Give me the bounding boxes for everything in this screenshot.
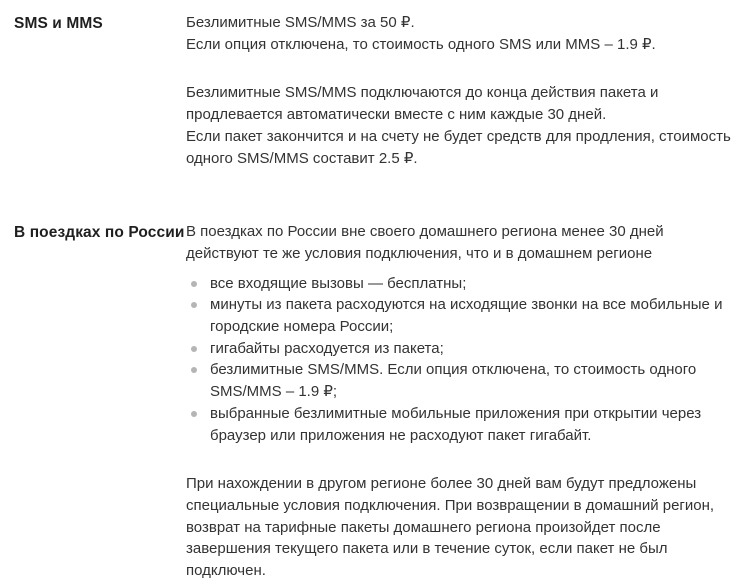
paragraph-travel-long-stay (186, 473, 735, 582)
list-item-text: выбранные безлимитные мобильные приложения при открытии через браузер или приложения не расходуют пакет гигабайт. (210, 404, 702, 444)
section-label-travel-russia: В поездках по России (14, 223, 185, 241)
list-item-text: безлимитные SMS/MMS. Если опция отключена, то стоимость одного SMS/MMS – 1.9 ₽; (210, 361, 697, 401)
list-item-text: гигабайты расходуется из пакета; (210, 339, 444, 357)
bullet-icon (191, 367, 197, 373)
list-item (186, 403, 735, 446)
section-sms-mms (14, 12, 735, 169)
paragraph-sms-price (186, 12, 735, 55)
paragraph-sms-renewal (186, 82, 735, 169)
text-line: Если пакет закончится и на счету не будет средств для продления, стоимость одного SMS/MMS составит 2.5 ₽. (186, 127, 731, 167)
text-line: При нахождении в другом регионе более 30 дней вам будут предложены специальные условия подключения. При возвращении в домашний регион, возврат на тарифные пакеты домашнего региона произойдет после завершения текущего пакета или в течение суток, если пакет не был подключен. (186, 475, 715, 580)
list-item (186, 294, 735, 337)
bullet-icon (191, 302, 197, 308)
list-item (186, 273, 735, 295)
bullet-icon (191, 411, 197, 417)
text-line: Если опция отключена, то стоимость одного SMS или MMS – 1.9 ₽. (186, 35, 656, 53)
list-item-text: все входящие вызовы — бесплатны; (210, 274, 467, 292)
section-travel-russia (14, 221, 735, 582)
text-line: В поездках по России вне своего домашнего региона менее 30 дней действуют те же условия подключения, что и в домашнем регионе (186, 223, 664, 262)
section-content-sms-mms (186, 12, 735, 169)
section-label-sms-mms: SMS и MMS (14, 14, 103, 32)
text-line: Безлимитные SMS/MMS подключаются до конца действия пакета и продлевается автоматически вместе с ним каждые 30 дней. (186, 84, 659, 124)
list-item-text: минуты из пакета расходуются на исходящие звонки на все мобильные и городские номера России; (210, 296, 723, 336)
list-item (186, 359, 735, 402)
paragraph-travel-intro (186, 221, 735, 264)
bullet-icon (191, 346, 197, 352)
section-content-travel-russia (186, 221, 735, 582)
travel-conditions-list (186, 273, 735, 447)
list-item (186, 338, 735, 360)
text-line: Безлимитные SMS/MMS за 50 ₽. (186, 14, 415, 31)
bullet-icon (191, 281, 197, 287)
tariff-details-page (14, 12, 735, 582)
